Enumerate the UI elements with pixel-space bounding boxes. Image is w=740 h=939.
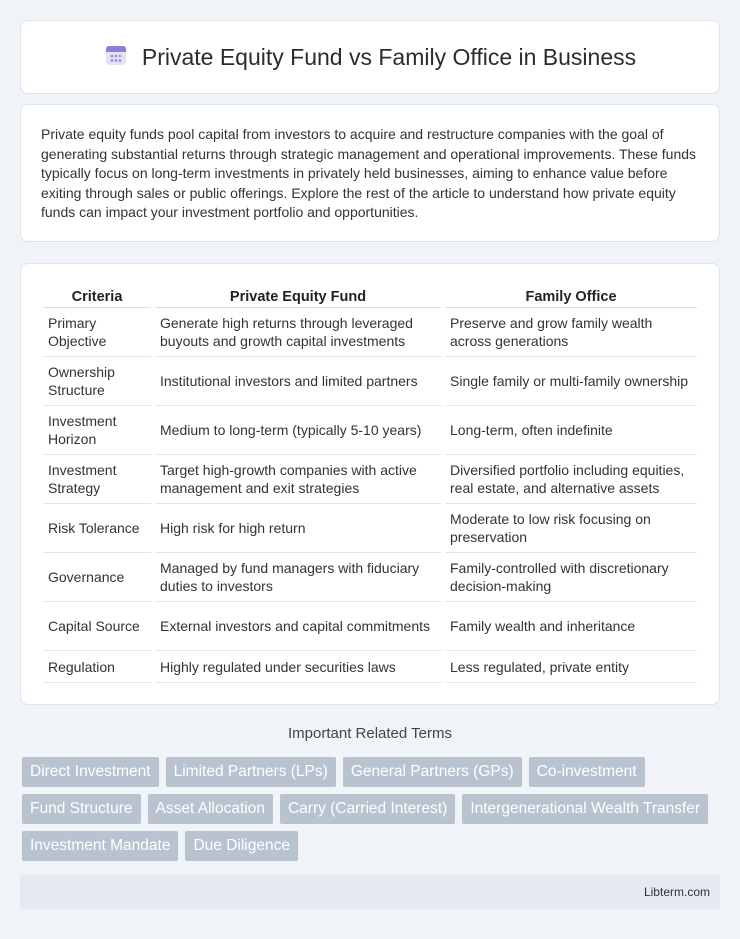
table-header-row: [43, 284, 697, 308]
related-term-tag[interactable]: Intergenerational Wealth Transfer: [462, 794, 708, 824]
table-row: [43, 406, 697, 455]
related-term-tag[interactable]: Investment Mandate: [22, 831, 178, 861]
family-office-cell: Preserve and grow family wealth across generations: [445, 308, 697, 357]
family-office-cell: Diversified portfolio including equities, real estate, and alternative assets: [445, 455, 697, 504]
criteria-cell: Regulation: [43, 651, 151, 683]
related-term-tag[interactable]: Carry (Carried Interest): [280, 794, 455, 824]
table-row: [43, 455, 697, 504]
table-row: [43, 357, 697, 406]
header-family-office: Family Office: [445, 284, 697, 308]
table-row: [43, 602, 697, 651]
footer-brand-link[interactable]: Libterm.com: [643, 885, 710, 899]
table-row: [43, 308, 697, 357]
related-term-tag[interactable]: Limited Partners (LPs): [166, 757, 336, 787]
family-office-cell: Less regulated, private entity: [445, 651, 697, 683]
private-equity-cell: Medium to long-term (typically 5-10 years): [155, 406, 441, 455]
title-card: [20, 20, 720, 94]
private-equity-cell: High risk for high return: [155, 504, 441, 553]
private-equity-cell: Target high-growth companies with active management and exit strategies: [155, 455, 441, 504]
private-equity-cell: Highly regulated under securities laws: [155, 651, 441, 683]
comparison-table: [39, 284, 701, 683]
related-term-tag[interactable]: General Partners (GPs): [343, 757, 522, 787]
related-term-tag[interactable]: Co-investment: [529, 757, 645, 787]
family-office-cell: Family-controlled with discretionary decision-making: [445, 553, 697, 602]
calendar-icon: [104, 43, 128, 72]
related-term-tag[interactable]: Direct Investment: [22, 757, 159, 787]
criteria-cell: Ownership Structure: [43, 357, 151, 406]
private-equity-cell: Institutional investors and limited partners: [155, 357, 441, 406]
criteria-cell: Risk Tolerance: [43, 504, 151, 553]
criteria-cell: Governance: [43, 553, 151, 602]
criteria-cell: Investment Horizon: [43, 406, 151, 455]
related-term-tag[interactable]: Asset Allocation: [148, 794, 273, 824]
intro-card: [20, 104, 720, 242]
criteria-cell: Investment Strategy: [43, 455, 151, 504]
table-row: [43, 553, 697, 602]
footer: [20, 875, 720, 909]
intro-text: Private equity funds pool capital from investors to acquire and restructure companies with the goal of generating substantial returns through strategic management and operational improvements. These funds typically focus on long-term investments in privately held businesses, aiming to enhance value before exiting through sales or public offerings. Explore the rest of the article to understand how private equity funds can impact your investment portfolio and opportunities.: [41, 126, 697, 220]
criteria-cell: Capital Source: [43, 602, 151, 651]
related-term-tag[interactable]: Fund Structure: [22, 794, 141, 824]
table-row: [43, 504, 697, 553]
related-terms-title: Important Related Terms: [288, 725, 452, 742]
private-equity-cell: External investors and capital commitments: [155, 602, 441, 651]
related-term-tag[interactable]: Due Diligence: [185, 831, 298, 861]
private-equity-cell: Generate high returns through leveraged buyouts and growth capital investments: [155, 308, 441, 357]
comparison-table-card: [20, 263, 720, 705]
family-office-cell: Long-term, often indefinite: [445, 406, 697, 455]
header-private-equity-fund: Private Equity Fund: [155, 284, 441, 308]
page-title: Private Equity Fund vs Family Office in Business: [141, 43, 637, 70]
criteria-cell: Primary Objective: [43, 308, 151, 357]
family-office-cell: Single family or multi-family ownership: [445, 357, 697, 406]
related-terms-list: [22, 757, 722, 861]
header-criteria: Criteria: [43, 284, 151, 308]
family-office-cell: Moderate to low risk focusing on preservation: [445, 504, 697, 553]
table-row: [43, 651, 697, 683]
family-office-cell: Family wealth and inheritance: [445, 602, 697, 651]
private-equity-cell: Managed by fund managers with fiduciary duties to investors: [155, 553, 441, 602]
